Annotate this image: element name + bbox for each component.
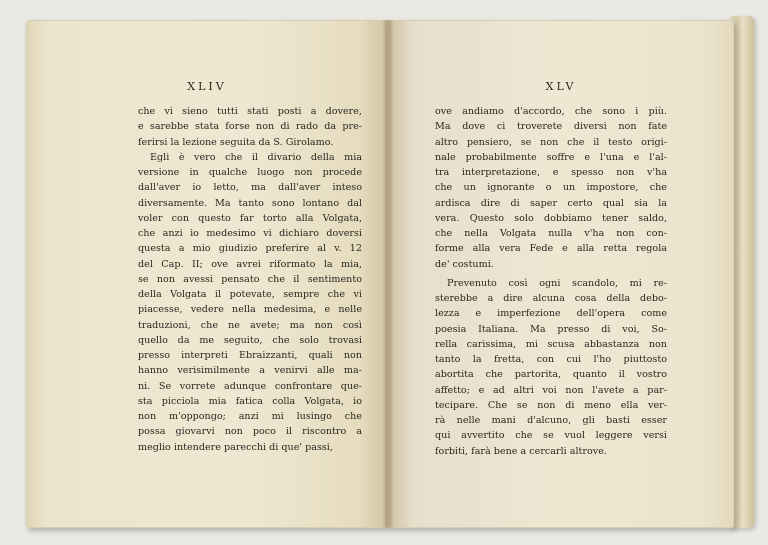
text-line: ove andiamo d'accordo, che sono i più. — [435, 106, 667, 117]
text-line: ferirsi la lezione seguita da S. Girolamo. — [138, 136, 334, 148]
right-page-text — [435, 104, 667, 459]
text-line: Prevenuto così ogni scandolo, mi re- — [447, 277, 667, 289]
text-line: vera. Questo solo dobbiamo tener saldo, — [435, 212, 667, 224]
text-line: abortita che partorita, quanto il vostro — [435, 369, 667, 381]
text-line: tra interpretazione, e spesso non v'ha — [435, 167, 667, 178]
text-line: questa a mio giudizio preferire al v. 12 — [138, 243, 362, 255]
page-number-left: XLIV — [187, 80, 227, 93]
text-line: che vi sieno tutti stati posti a dovere, — [138, 106, 362, 117]
text-line: meglio intendere parecchi di que' passi, — [138, 441, 333, 453]
text-line: voler con questo far torto alla Volgata, — [138, 212, 362, 224]
text-line: poesia Italiana. Ma presso di voi, So- — [435, 323, 667, 335]
page-number-right: XLV — [545, 80, 577, 93]
text-line: che un ignorante o un impostore, che — [435, 182, 667, 194]
right-page — [388, 20, 734, 528]
text-line: Egli è vero che il divario della mia — [150, 151, 362, 163]
text-line: piacesse, vedere nella medesima, e nelle — [138, 304, 362, 316]
book-gutter — [382, 20, 394, 528]
text-line: sta picciola mia fatica colla Volgata, io — [138, 395, 362, 407]
text-line: che nella Volgata nulla v'ha non con- — [435, 228, 667, 239]
text-line: presso interpreti Ebraizzanti, quali non — [138, 350, 362, 361]
text-line: nale probabilmente soffre e l'una e l'al- — [435, 151, 667, 163]
text-line: affetto; e ad altri voi non l'avete a par- — [435, 384, 667, 396]
text-line: rà nelle mani d'alcuno, gli basti esser — [435, 415, 667, 426]
text-line: e sarebbe stata forse non di rado da pre- — [138, 121, 362, 133]
text-line: diversamente. Ma tanto sono lontano dal — [138, 197, 362, 209]
text-line: sterebbe a dire alcuna cosa della debo- — [435, 293, 667, 304]
left-page-text — [138, 104, 362, 455]
text-line: de' costumi. — [435, 258, 494, 270]
text-line: della Volgata il potevate, sempre che vi — [138, 289, 362, 300]
text-line: quello da me seguito, che solo trovasi — [138, 334, 362, 346]
text-line: ardisca dire di saper certo qual sia la — [435, 197, 667, 209]
text-line: lezza e imperfezione dell'opera come — [435, 308, 667, 320]
text-line: dall'aver io letto, ma dall'aver inteso — [138, 182, 362, 194]
text-line: versione in qualche luogo non procede — [138, 167, 362, 178]
text-line: Ma dove ci troverete diversi non fate — [435, 121, 667, 133]
text-line: tanto la fretta, con cui l'ho piuttosto — [435, 354, 667, 365]
text-line: qui avvertito che se vuol leggere versi — [435, 430, 667, 442]
text-line: che anzi io medesimo vi dichiaro doversi — [138, 228, 362, 239]
text-line: forbiti, farà bene a cercarli altrove. — [435, 445, 607, 457]
text-line: rella carissima, mi scusa abbastanza non — [435, 338, 667, 350]
text-line: hanno verisimilmente a venirvi alle ma- — [138, 365, 362, 377]
text-line: non m'oppongo; anzi mi lusingo che — [138, 411, 362, 422]
text-line: traduzioni, che ne avete; ma non così — [138, 319, 362, 331]
open-book — [18, 14, 756, 534]
text-line: forme alla vera Fede e alla retta regola — [435, 243, 667, 255]
text-line: se non avessi pensato che il sentimento — [138, 273, 362, 285]
left-page — [26, 20, 388, 528]
text-line: altro pensiero, se non che il testo origi- — [435, 136, 667, 148]
text-line: ni. Se vorrete adunque confrontare que- — [138, 380, 362, 392]
text-line: possa giovarvi non poco il riscontro a — [138, 426, 362, 438]
text-line: tecipare. Che se non di meno ella ver- — [435, 399, 667, 411]
text-line: del Cap. II; ove avrei riformato la mia, — [138, 258, 362, 270]
